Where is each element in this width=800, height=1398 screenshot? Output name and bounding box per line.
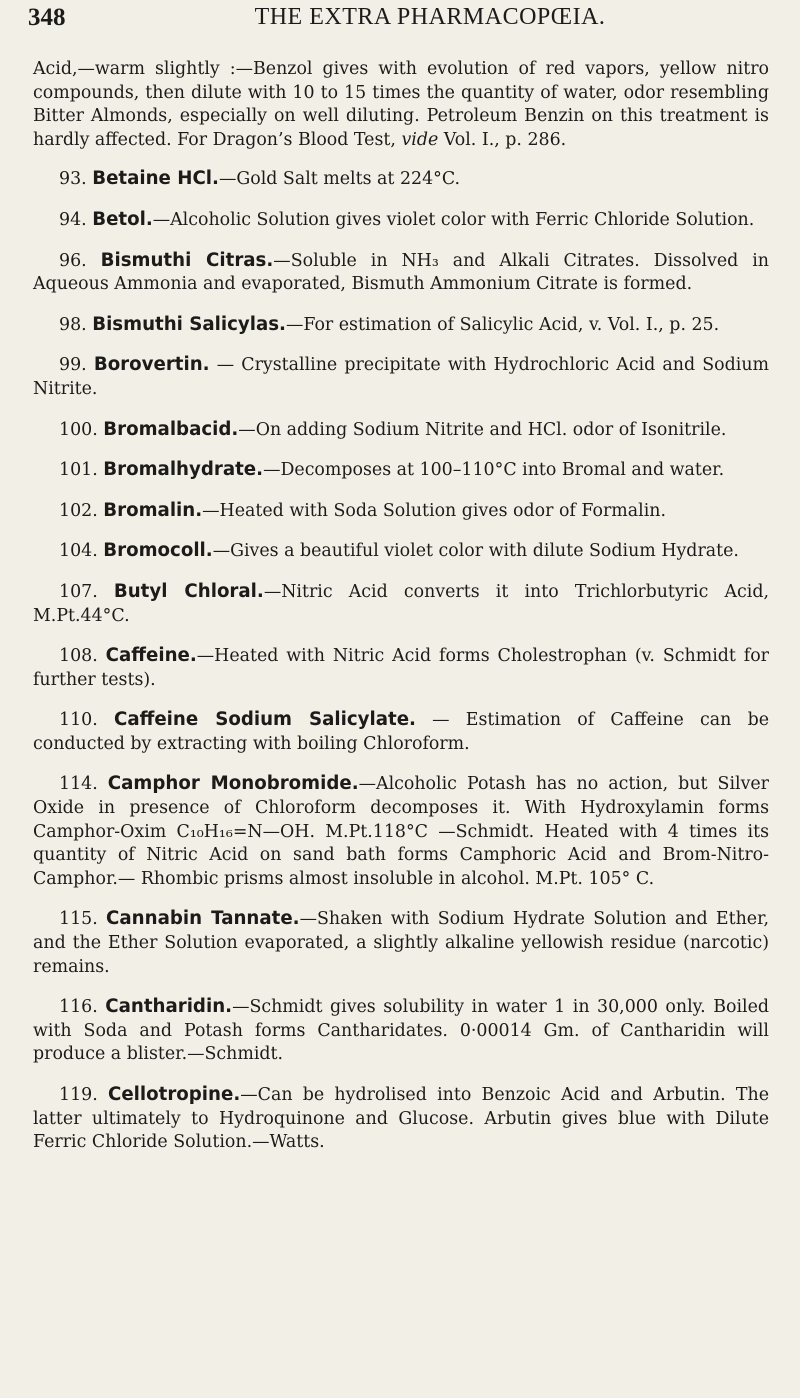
entry-text: —Gold Salt melts at 224°C. (218, 169, 461, 190)
entry-number: 116. (59, 997, 98, 1018)
entry-102 (33, 499, 769, 524)
entry-text: —Decomposes at 100–110°C into Bromal and water. (263, 460, 725, 481)
entry-text: — Estimation of Caffeine can be conducted by extracting with boiling Chloroform. (33, 710, 769, 754)
entry-name: Bromalin. (103, 499, 203, 521)
entry-number: 93. (59, 169, 87, 190)
entry-name: Bismuthi Citras. (100, 249, 274, 271)
entry-text: —Heated with Soda Solution gives odor of Formalin. (202, 500, 667, 521)
continuation-tail: Vol. I., p. 286. (438, 129, 567, 150)
entry-number: 107. (59, 581, 98, 602)
entry-text: —Nitric Acid converts it into Trichlorbutyric Acid, M.Pt.44°C. (33, 581, 769, 626)
entry-93 (33, 167, 769, 192)
entry-name: Bromocoll. (103, 540, 213, 562)
entry-text: —Alcoholic Solution gives violet color with Ferric Chloride Solution. (152, 209, 755, 230)
entry-number: 102. (59, 500, 98, 521)
continuation-text: Acid,—warm slightly :—Benzol gives with evolution of red vapors, yellow nitro compounds, then dilute with 10 to 15 times the quantity of water, odor resembling Bitter Almonds, especially on well diluting. Petroleum Benzin on this treatment is hardly affected. For Dragon’s Blood Test, (33, 59, 769, 150)
entry-name: Borovertin. (93, 354, 210, 376)
entry-110 (33, 708, 769, 756)
entry-number: 119. (59, 1085, 98, 1105)
entry-name: Cannabin Tannate. (106, 908, 300, 930)
entry-number: 115. (59, 909, 98, 930)
page-body (33, 58, 769, 1171)
entry-104 (33, 539, 769, 564)
entry-98 (33, 313, 769, 338)
entry-number: 94. (59, 209, 87, 230)
entry-number: 99. (59, 355, 87, 376)
entry-name: Bromalhydrate. (103, 459, 264, 481)
page-number: 348 (28, 4, 66, 31)
vide-word: vide (401, 129, 439, 150)
entry-number: 96. (59, 250, 87, 271)
entry-96 (33, 249, 769, 297)
page-header (0, 4, 800, 44)
continuation-paragraph (33, 58, 769, 152)
entry-name: Cantharidin. (105, 996, 233, 1018)
entry-text: —Gives a beautiful violet color with dilute Sodium Hydrate. (212, 541, 739, 562)
entry-114 (33, 772, 769, 891)
entry-name: Betaine HCl. (92, 168, 219, 190)
entry-number: 110. (59, 710, 98, 731)
entry-name: Cellotropine. (107, 1084, 241, 1105)
entry-94 (33, 208, 769, 233)
entry-text: — Crystalline precipitate with Hydrochloric Acid and Sodium Nitrite. (33, 355, 770, 399)
entry-text: —Schmidt gives solubility in water 1 in 30,000 only. Boiled with Soda and Potash forms Cantharidates. 0·00014 Gm. of Cantharidin will produce a blister.—Schmidt. (33, 997, 769, 1065)
entry-text: —Can be hydrolised into Benzoic Acid and Arbutin. The latter ultimately to Hydroquinone and Glucose. Arbutin gives blue with Dilute Ferric Chloride Solution.—Watts. (33, 1085, 769, 1153)
entry-number: 100. (59, 419, 98, 440)
entry-number: 101. (59, 460, 98, 481)
entry-99 (33, 353, 769, 401)
entry-number: 108. (59, 646, 98, 667)
entry-number: 114. (59, 774, 98, 795)
entry-116 (33, 995, 769, 1067)
entry-119 (33, 1083, 769, 1155)
entry-text: —Shaken with Sodium Hydrate Solution and Ether, and the Ether Solution evaporated, a slightly alkaline yellowish residue (narcotic) remains. (33, 909, 770, 977)
entry-100 (33, 418, 769, 443)
entry-name: Caffeine. (105, 645, 197, 667)
entry-115 (33, 907, 769, 979)
entry-name: Bromalbacid. (103, 418, 239, 440)
entry-text: —For estimation of Salicylic Acid, v. Vol. I., p. 25. (285, 314, 720, 335)
entry-name: Caffeine Sodium Salicylate. (113, 709, 416, 731)
entry-text: —Soluble in NH₃ and Alkali Citrates. Dissolved in Aqueous Ammonia and evaporated, Bismuth Ammonium Citrate is formed. (33, 250, 769, 295)
entry-text: —Heated with Nitric Acid forms Cholestrophan (v. Schmidt for further tests). (33, 646, 769, 690)
entry-107 (33, 580, 769, 628)
entry-101 (33, 458, 769, 483)
entry-name: Betol. (92, 208, 153, 230)
entry-108 (33, 644, 769, 692)
entry-number: 98. (59, 314, 87, 335)
entry-name: Butyl Chloral. (113, 580, 264, 602)
entry-name: Bismuthi Salicylas. (92, 313, 286, 335)
running-title: THE EXTRA PHARMACOPŒIA. (254, 4, 606, 30)
entry-number: 104. (59, 541, 98, 562)
entry-text: —On adding Sodium Nitrite and HCl. odor of Isonitrile. (238, 419, 727, 440)
entry-name: Camphor Monobromide. (107, 773, 359, 795)
entry-text: —Alcoholic Potash has no action, but Silver Oxide in presence of Chloroform decomposes it. With Hydroxylamin forms Camphor-Oxim C₁₀H₁₆=N—OH. M.Pt.118°C —Schmidt. Heated with 4 times its quantity of Nitric Acid on sand bath forms Camphoric Acid and Brom-Nitro-Camphor.— Rhombic prisms almost insoluble in alcohol. M.Pt. 105° C. (33, 774, 769, 889)
